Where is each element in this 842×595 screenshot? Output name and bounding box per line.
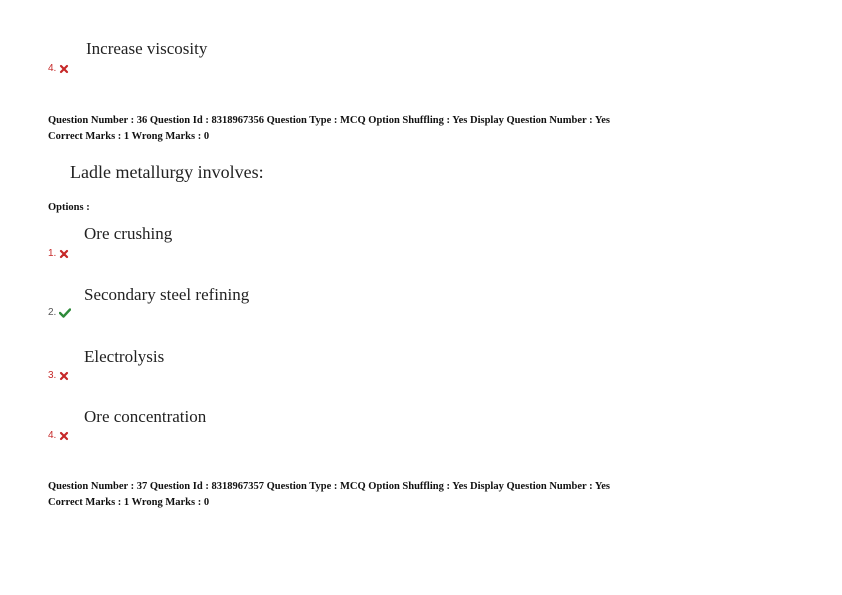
option-number: 4. [48,430,57,441]
option-3-number [48,370,69,381]
option-3-text: Electrolysis [84,347,165,366]
cross-icon [59,249,69,259]
question-36-text: Ladle metallurgy involves: [70,162,264,182]
option-1-number [48,248,69,259]
checkmark-icon [59,308,71,318]
option-2-number [48,307,71,318]
option-1-text: Ore crushing [84,224,173,243]
question-37-marks: Correct Marks : 1 Wrong Marks : 0 [48,497,210,508]
cross-icon [59,64,69,74]
option-number: 3. [48,370,57,381]
option-number: 4. [48,63,57,74]
option-2-text: Secondary steel refining [84,285,250,304]
option-4-number [48,430,69,441]
option-number: 1. [48,248,57,259]
options-label: Options : [48,202,90,213]
question-37-meta: Question Number : 37 Question Id : 8318967357 Question Type : MCQ Option Shuffling : Yes Display Question Number : Yes [48,481,611,492]
question-36-marks: Correct Marks : 1 Wrong Marks : 0 [48,131,210,142]
option-4-text: Ore concentration [84,407,207,426]
prev-option-4-number [48,63,69,74]
cross-icon [59,371,69,381]
option-number: 2. [48,307,57,318]
cross-icon [59,431,69,441]
prev-option-4-text: Increase viscosity [86,39,208,58]
question-36-meta: Question Number : 36 Question Id : 8318967356 Question Type : MCQ Option Shuffling : Yes Display Question Number : Yes [48,115,611,126]
